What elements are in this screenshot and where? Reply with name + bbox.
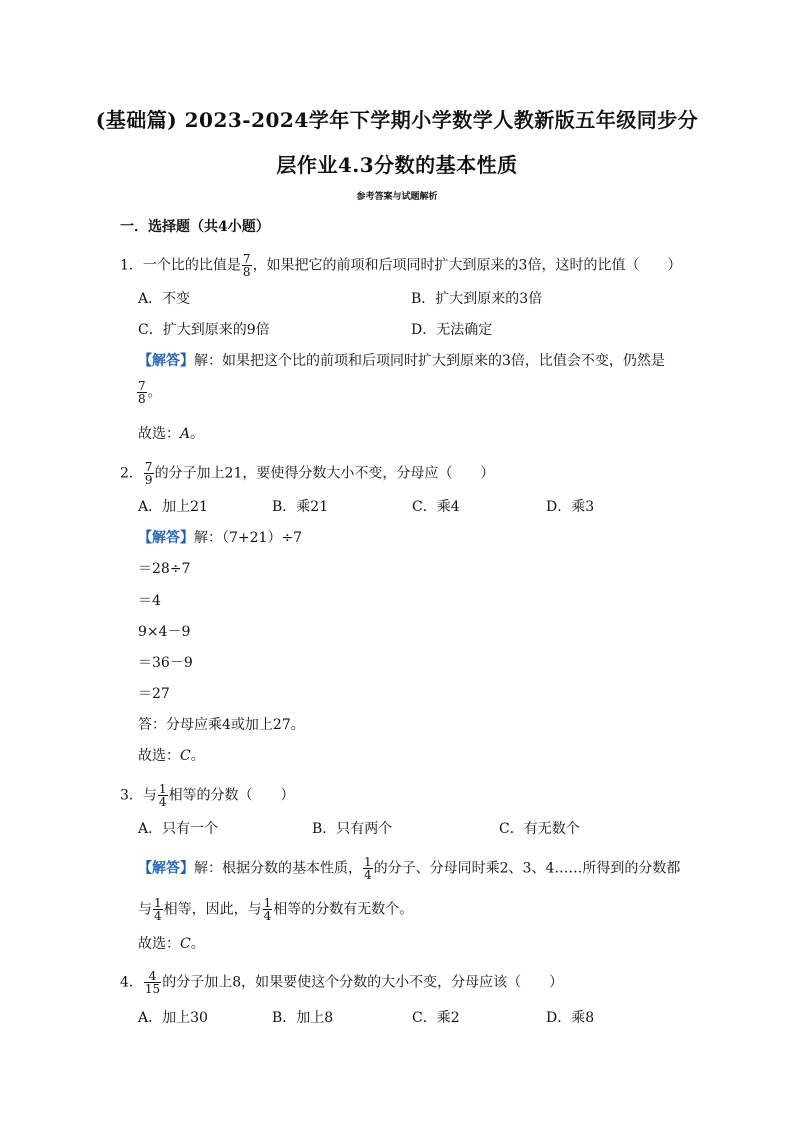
document-title-line1: (基础篇) 2023-2024学年下学期小学数学人教新版五年级同步分: [95, 108, 699, 132]
answer-tag: 【解答】: [138, 353, 194, 369]
answer-final: 答：分母应乘4或加上27。: [138, 717, 305, 733]
fraction: $\frac{4}{15}$: [144, 969, 161, 996]
fraction: $\frac{7}{8}$: [242, 252, 251, 279]
option-a: A．只有一个: [138, 821, 219, 837]
question-2: [120, 461, 494, 486]
answer-tag: 【解答】: [138, 860, 194, 877]
answer-tag: 【解答】: [138, 530, 194, 546]
option-b: B．只有两个: [312, 821, 393, 837]
option-b: B．扩大到原来的3倍: [411, 291, 543, 307]
option-c: C．乘4: [412, 499, 460, 515]
fraction: $\frac{7}{9}$: [144, 460, 153, 487]
question-text: 的分子加上8，如果要使这个分数的大小不变，分母应该（ ）: [162, 974, 564, 991]
answer-step: ＝36－9: [138, 655, 193, 671]
question-number: 2．: [120, 465, 143, 482]
fraction: $\frac{7}{8}$: [138, 379, 146, 406]
fraction: $\frac{1}{4}$: [158, 782, 167, 809]
choice-2: 故选：C。: [138, 748, 205, 764]
choice-3: 故选：C。: [138, 936, 205, 952]
option-b: B．加上8: [272, 1010, 334, 1026]
option-a: A．加上21: [138, 499, 208, 515]
answer-step: ＝27: [138, 686, 170, 702]
answer-1: [138, 351, 665, 371]
fraction: $\frac{1}{4}$: [154, 896, 162, 923]
option-c: C．乘2: [412, 1010, 460, 1026]
option-d: D．无法确定: [411, 322, 493, 338]
question-text: 相等的分数（ ）: [168, 787, 295, 804]
option-a: A．不变: [138, 291, 191, 307]
option-a: A．加上30: [138, 1010, 208, 1026]
answer-step: ＝4: [138, 593, 161, 609]
option-c: C．有无数个: [499, 821, 580, 837]
fraction: $\frac{1}{4}$: [364, 855, 372, 882]
option-d: D．乘8: [546, 1010, 595, 1026]
question-text: 一个比的比值是: [142, 257, 241, 274]
question-number: 4．: [120, 974, 143, 991]
question-text: 的分子加上21，要使得分数大小不变，分母应（ ）: [154, 465, 495, 482]
question-number: 3．: [120, 787, 143, 804]
question-number: 1．: [120, 257, 143, 274]
option-c: C．扩大到原来的9倍: [138, 322, 270, 338]
document-subtitle: 参考答案与试题解析: [356, 192, 438, 202]
answer-step: 解：（7+21）÷7: [194, 530, 303, 546]
answer-step: 9×4－9: [138, 624, 191, 640]
question-1: [120, 253, 681, 278]
answer-3-cont: 与 $\frac{1}{4}$ 相等，因此，与 $\frac{1}{4}$ 相等的分数有无数个。: [138, 896, 414, 923]
answer-1-cont: $\frac{7}{8}$ 。: [138, 379, 162, 406]
question-text: ，如果把它的前项和后项同时扩大到原来的3倍，这时的比值（ ）: [252, 257, 682, 274]
answer-step: ＝28÷7: [138, 561, 191, 577]
answer-2: [138, 528, 302, 548]
section-heading: 一．选择题（共4小题）: [120, 219, 270, 235]
fraction: $\frac{1}{4}$: [263, 896, 272, 923]
question-4: [120, 970, 563, 995]
choice-1: 故选：A。: [138, 426, 205, 442]
answer-text: 解：如果把这个比的前项和后项同时扩大到原来的3倍，比值会不变，仍然是: [194, 353, 665, 369]
option-d: D．乘3: [546, 499, 595, 515]
answer-3: 【解答】解：根据分数的基本性质， $\frac{1}{4}$ 的分子、分母同时乘2、3、4……所得到的分数都: [138, 855, 681, 882]
question-3: 3．与 $\frac{1}{4}$ 相等的分数（ ）: [120, 782, 295, 809]
document-title-line2: 层作业4.3分数的基本性质: [276, 153, 518, 177]
option-b: B．乘21: [272, 499, 329, 515]
